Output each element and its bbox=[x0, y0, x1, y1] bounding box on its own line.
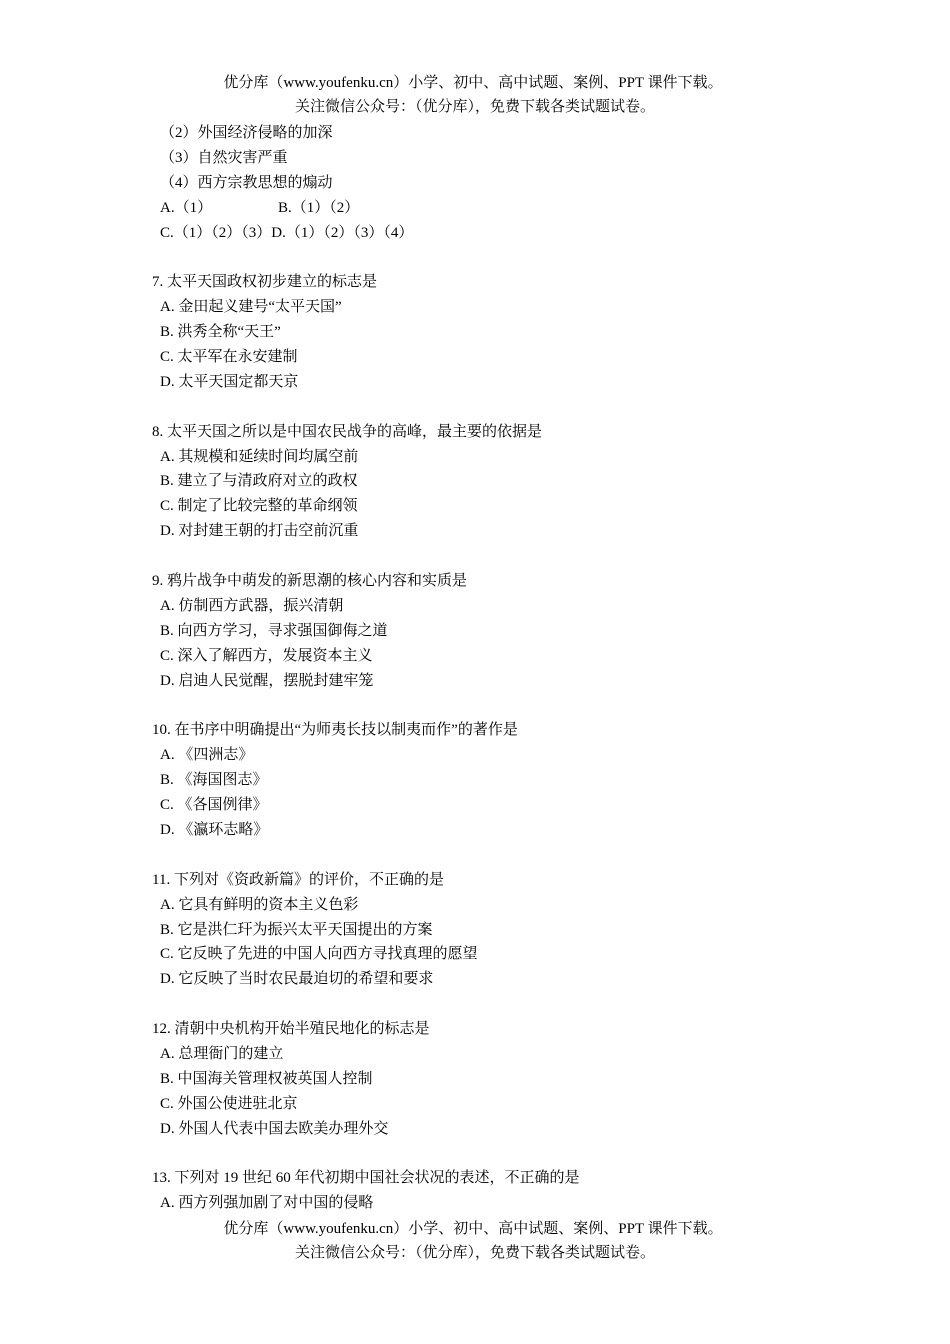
q7-option-b: B. 洪秀全称“天王” bbox=[160, 324, 281, 341]
q11-option-d: D. 它反映了当时农民最迫切的希望和要求 bbox=[160, 971, 434, 988]
q6-option-d: D.（1）（2）（3）（4） bbox=[271, 224, 414, 241]
q6-option-c: C.（1）（2）（3） bbox=[160, 224, 272, 241]
q6-item-4: （4）西方宗教思想的煽动 bbox=[160, 174, 333, 191]
q6-option-a: A.（1） bbox=[160, 199, 213, 216]
q11-option-a: A. 它具有鲜明的资本主义色彩 bbox=[160, 896, 359, 913]
q8-stem: 8. 太平天国之所以是中国农民战争的高峰，最主要的依据是 bbox=[152, 423, 543, 440]
q12-option-c: C. 外国公使进驻北京 bbox=[160, 1095, 298, 1112]
q8-option-c: C. 制定了比较完整的革命纲领 bbox=[160, 498, 358, 515]
q13-option-a: A. 西方列强加剧了对中国的侵略 bbox=[160, 1195, 374, 1212]
document-body bbox=[152, 121, 872, 1216]
q10-option-d: D. 《瀛环志略》 bbox=[160, 821, 269, 838]
q8-option-b: B. 建立了与清政府对立的政权 bbox=[160, 473, 358, 490]
q12-stem: 12. 清朝中央机构开始半殖民地化的标志是 bbox=[152, 1021, 430, 1038]
header-line-2: 关注微信公众号：（优分库），免费下载各类试题试卷。 bbox=[294, 99, 655, 115]
q10-stem: 10. 在书序中明确提出“为师夷长技以制夷而作”的著作是 bbox=[152, 722, 518, 739]
q7-option-d: D. 太平天国定都天京 bbox=[160, 373, 299, 390]
spacer bbox=[152, 544, 872, 569]
q6-option-b: B.（1）（2） bbox=[278, 199, 360, 216]
spacer bbox=[152, 843, 872, 868]
footer-line-2: 关注微信公众号：（优分库），免费下载各类试题试卷。 bbox=[294, 1245, 655, 1261]
q9-option-a: A. 仿制西方武器，振兴清朝 bbox=[160, 597, 344, 614]
spacer bbox=[152, 395, 872, 420]
q7-option-a: A. 金田起义建号“太平天国” bbox=[160, 299, 342, 316]
q10-option-c: C. 《各国例律》 bbox=[160, 797, 268, 814]
q12-option-d: D. 外国人代表中国去欧美办理外交 bbox=[160, 1120, 389, 1137]
spacer bbox=[152, 245, 872, 270]
q8-option-d: D. 对封建王朝的打击空前沉重 bbox=[160, 523, 359, 540]
q7-stem: 7. 太平天国政权初步建立的标志是 bbox=[152, 274, 378, 291]
q9-option-c: C. 深入了解西方，发展资本主义 bbox=[160, 647, 373, 664]
q13-stem: 13. 下列对 19 世纪 60 年代初期中国社会状况的表述，不正确的是 bbox=[152, 1170, 580, 1187]
q8-option-a: A. 其规模和延续时间均属空前 bbox=[160, 448, 359, 465]
q7-option-c: C. 太平军在永安建制 bbox=[160, 349, 298, 366]
q11-stem: 11. 下列对《资政新篇》的评价，不正确的是 bbox=[152, 871, 444, 888]
q9-option-b: B. 向西方学习，寻求强国御侮之道 bbox=[160, 622, 388, 639]
header-line-1: 优分库（www.youfenku.cn）小学、初中、高中试题、案例、PPT 课件下载。 bbox=[223, 75, 723, 91]
q11-option-b: B. 它是洪仁玕为振兴太平天国提出的方案 bbox=[160, 921, 433, 938]
q6-item-2: （2）外国经济侵略的加深 bbox=[160, 125, 333, 141]
page-footer bbox=[0, 1217, 950, 1265]
q6-item-3: （3）自然灾害严重 bbox=[160, 149, 288, 166]
q10-option-b: B. 《海国图志》 bbox=[160, 772, 268, 789]
q9-option-d: D. 启迪人民觉醒，摆脱封建牢笼 bbox=[160, 672, 374, 689]
q10-option-a: A. 《四洲志》 bbox=[160, 747, 254, 764]
q6-options-cd bbox=[152, 221, 872, 246]
spacer bbox=[152, 693, 872, 718]
q11-option-c: C. 它反映了先进的中国人向西方寻找真理的愿望 bbox=[160, 946, 478, 963]
q6-options-ab bbox=[152, 196, 872, 221]
footer-line-1: 优分库（www.youfenku.cn）小学、初中、高中试题、案例、PPT 课件下载。 bbox=[223, 1221, 723, 1237]
spacer bbox=[152, 992, 872, 1017]
spacer bbox=[152, 1142, 872, 1167]
q9-stem: 9. 鸦片战争中萌发的新思潮的核心内容和实质是 bbox=[152, 573, 468, 590]
q12-option-a: A. 总理衙门的建立 bbox=[160, 1045, 284, 1062]
page-header bbox=[0, 71, 950, 119]
q12-option-b: B. 中国海关管理权被英国人控制 bbox=[160, 1070, 373, 1087]
